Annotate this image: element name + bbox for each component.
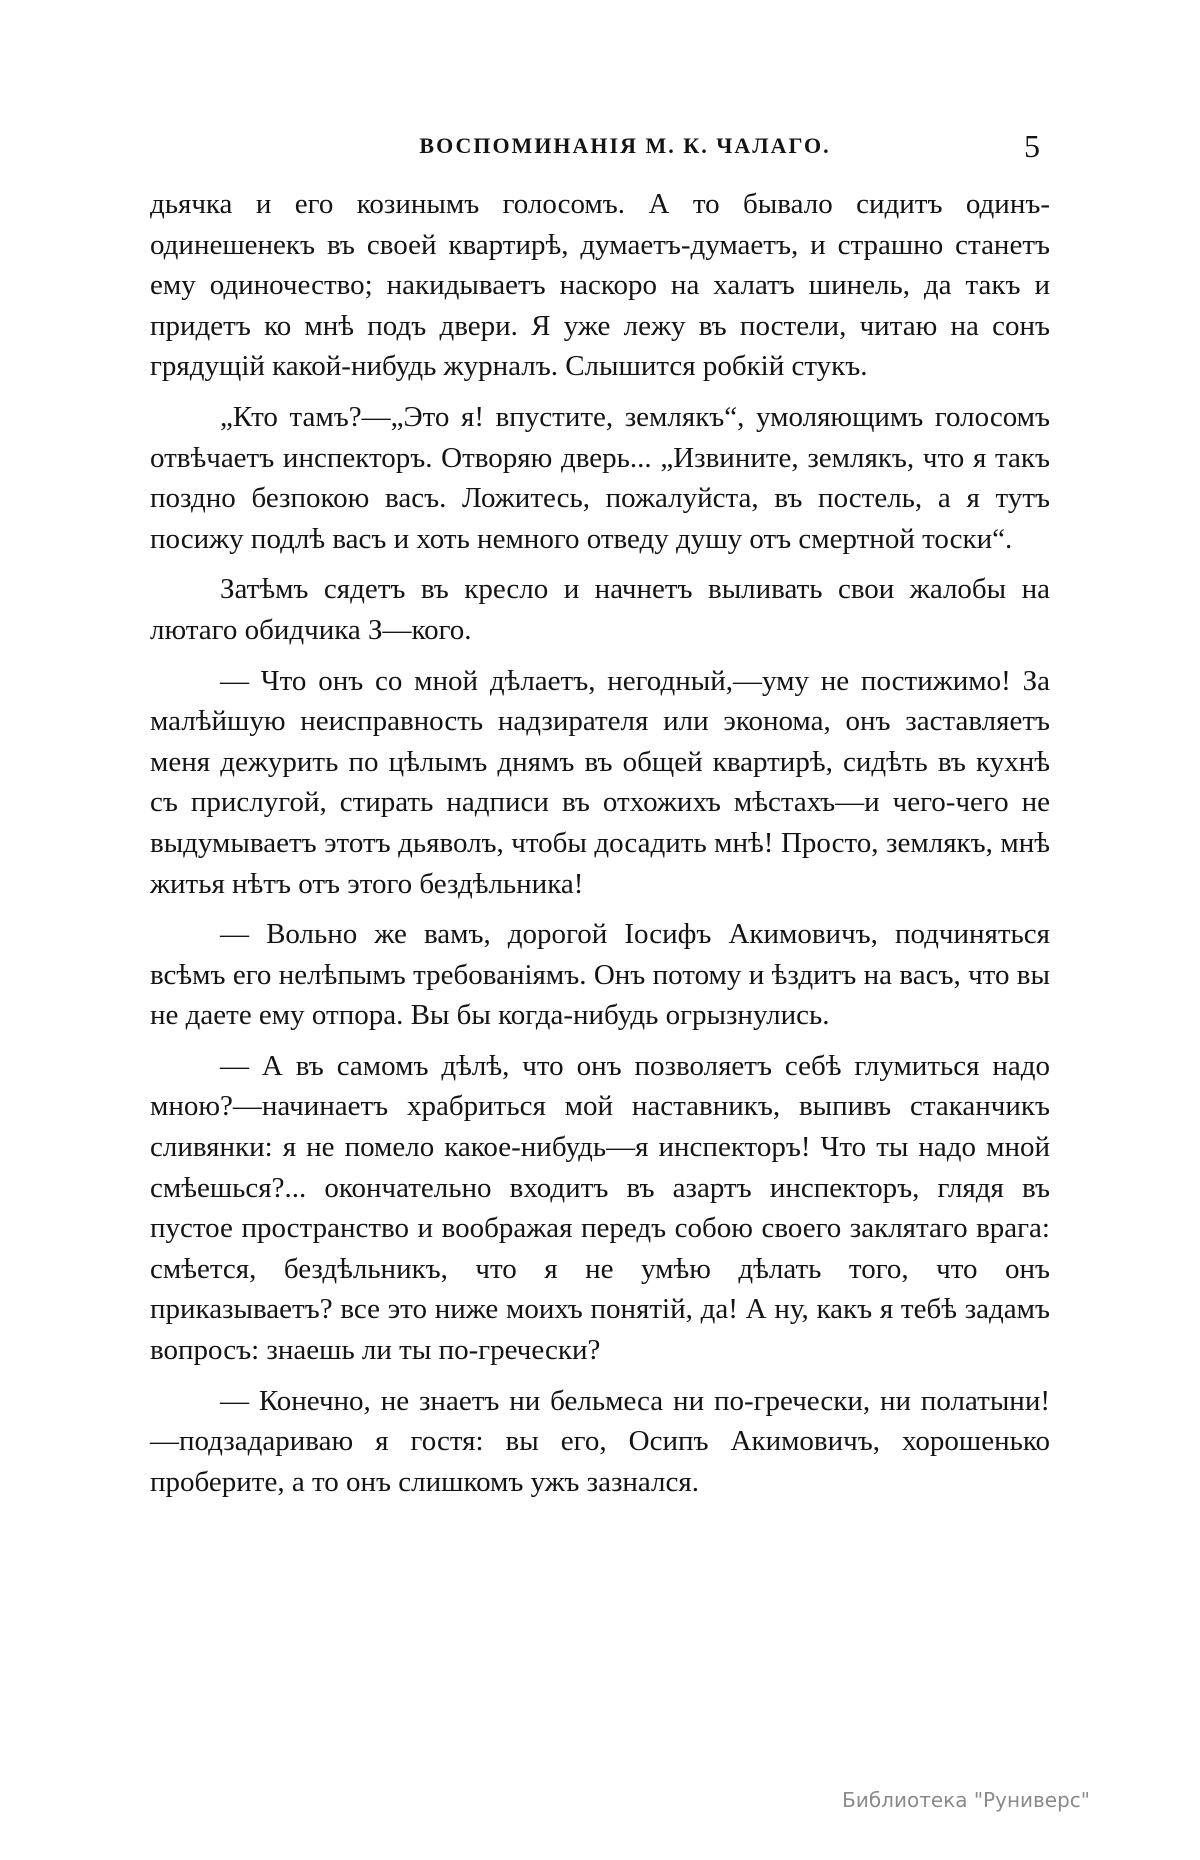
paragraph: — Что онъ со мной дѣлаетъ, негодный,—уму не постижимо! За малѣйшую неисправность надзирателя или эконома, онъ заставляетъ меня дежурить по цѣлымъ днямъ въ общей квартирѣ, сидѣть въ кухнѣ съ прислугой, стирать надписи въ отхожихъ мѣстахъ—и чего-чего не выдумываетъ этотъ дьяволъ, чтобы досадить мнѣ! Просто, землякъ, мнѣ житья нѣтъ отъ этого бездѣльника! [150, 664, 1050, 900]
page-number: 5 [1024, 128, 1040, 164]
paragraph: Затѣмъ сядетъ въ кресло и начнетъ выливать свои жалобы на лютаго обидчика З—кого. [150, 573, 1050, 646]
body-text [150, 184, 1050, 1512]
paragraph: дьячка и его козинымъ голосомъ. А то бывало сидитъ одинъ-одинешенекъ въ своей квартирѣ, думаетъ-думаетъ, и страшно станетъ ему одиночество; накидываетъ наскоро на халатъ шинель, да такъ и придетъ ко мнѣ подъ двери. Я уже лежу въ постели, читаю на сонъ грядущій какой-нибудь журналъ. Слышится робкій стукъ. [150, 188, 1050, 383]
library-watermark: Библиотека "Руниверс" [842, 1788, 1090, 1812]
running-title: ВОСПОМИНАНІЯ М. К. ЧАЛАГО. [419, 133, 831, 158]
paragraph: „Кто тамъ?—„Это я! впустите, землякъ“, умоляющимъ голосомъ отвѣчаетъ инспекторъ. Отворяю дверь... „Извините, землякъ, что я такъ поздно безпокою васъ. Ложитесь, пожалуйста, въ постель, а я тутъ посижу подлѣ васъ и хоть немного отведу душу отъ смертной тоски“. [150, 400, 1050, 555]
paragraph: — А въ самомъ дѣлѣ, что онъ позволяетъ себѣ глумиться надо мною?—начинаетъ храбриться мой наставникъ, выпивъ стаканчикъ сливянки: я не помело какое-нибудь—я инспекторъ! Что ты надо мной смѣешься?... окончательно входитъ въ азартъ инспекторъ, глядя въ пустое пространство и воображая передъ собою своего заклятаго врага: смѣется, бездѣльникъ, что я не умѣю дѣлать того, что онъ приказываетъ? все это ниже моихъ понятій, да! А ну, какъ я тебѣ задамъ вопросъ: знаешь ли ты по-гречески? [150, 1049, 1050, 1367]
paragraph: — Вольно же вамъ, дорогой Іосифъ Акимовичъ, подчиняться всѣмъ его нелѣпымъ требованіямъ. Онъ потому и ѣздитъ на васъ, что вы не даете ему отпора. Вы бы когда-нибудь огрызнулись. [150, 918, 1050, 1032]
paragraph: — Конечно, не знаетъ ни бельмеса ни по-гречески, ни полатыни!—подзадариваю я гостя: вы его, Осипъ Акимовичъ, хорошенько проберите, а то онъ слишкомъ ужъ зазнался. [150, 1384, 1050, 1498]
page-header [150, 126, 1050, 166]
